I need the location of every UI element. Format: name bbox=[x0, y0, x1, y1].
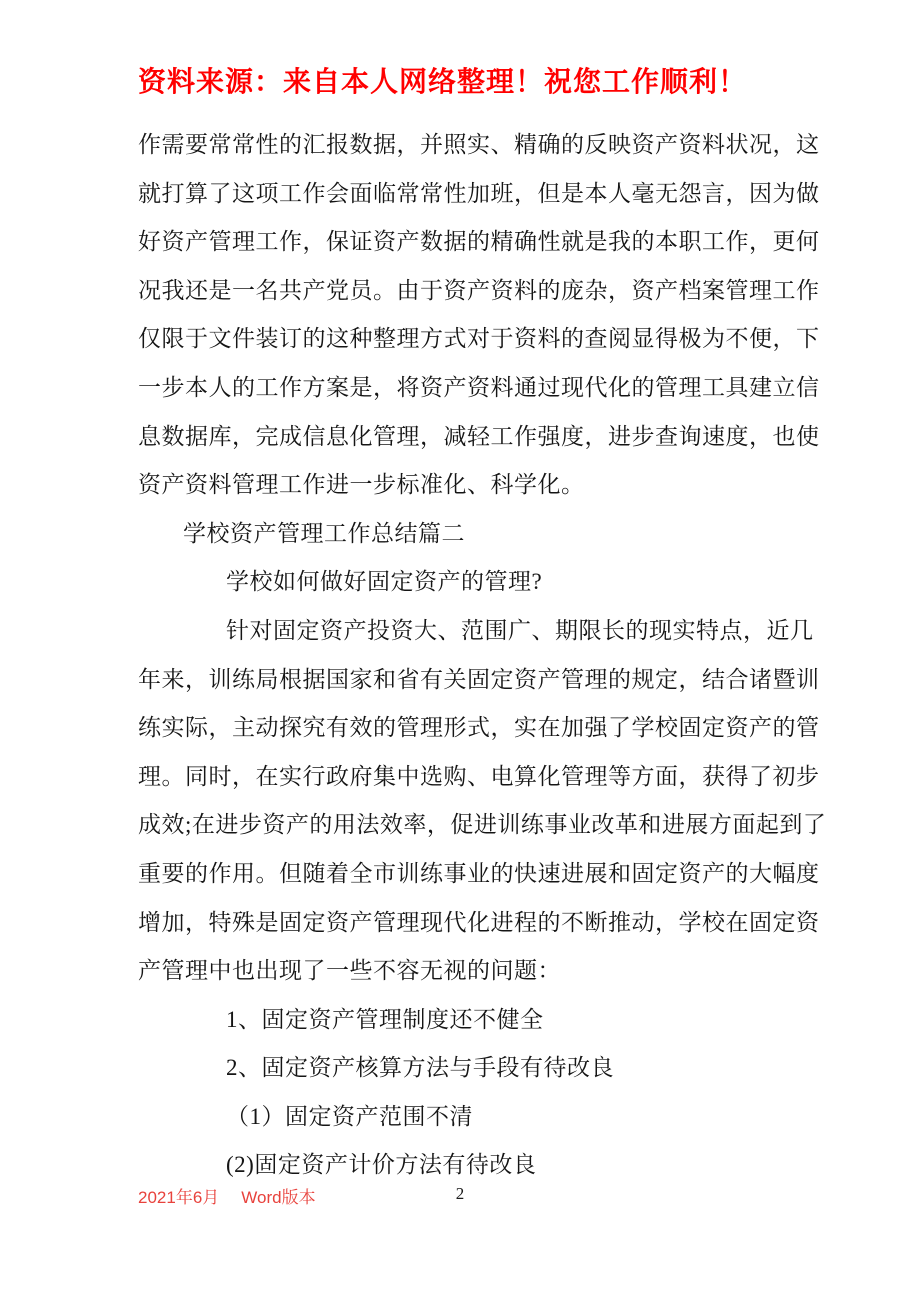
text-line: 一步本人的工作方案是，将资产资料通过现代化的管理工具建立信 bbox=[138, 374, 820, 400]
text-line: 学校资产管理工作总结篇二 bbox=[183, 520, 465, 546]
text-line: 产管理中也出现了一些不容无视的问题： bbox=[138, 958, 561, 984]
text-line: 1、固定资产管理制度还不健全 bbox=[226, 1006, 544, 1032]
text-line: 作需要常常性的汇报数据，并照实、精确的反映资产资料状况，这 bbox=[138, 132, 820, 157]
text-line: 就打算了这项工作会面临常常性加班，但是本人毫无怨言，因为做 bbox=[138, 180, 820, 206]
footer-date: 2021年6月 bbox=[138, 1188, 220, 1207]
text-line: 学校如何做好固定资产的管理? bbox=[226, 569, 543, 595]
document-footer bbox=[0, 1183, 920, 1213]
text-line: 息数据库，完成信息化管理，减轻工作强度，进步查询速度，也使 bbox=[138, 423, 820, 449]
text-line: 好资产管理工作，保证资产数据的精确性就是我的本职工作，更何 bbox=[138, 229, 820, 255]
text-line: 年来，训练局根据国家和省有关固定资产管理的规定，结合诸暨训 bbox=[138, 666, 820, 692]
text-line: 重要的作用。但随着全市训练事业的快速进展和固定资产的大幅度 bbox=[138, 860, 820, 886]
text-line: 况我还是一名共产党员。由于资产资料的庞杂，资产档案管理工作 bbox=[138, 277, 820, 303]
text-line: （1）固定资产范围不清 bbox=[226, 1103, 473, 1129]
footer-version-label: Word版本 bbox=[241, 1188, 316, 1207]
page-number: 2 bbox=[455, 1184, 465, 1203]
source-notice-heading: 资料来源：来自本人网络整理！祝您工作顺利！ bbox=[138, 67, 748, 98]
document-body bbox=[138, 121, 827, 1190]
text-line: 仅限于文件装订的这种整理方式对于资料的查阅显得极为不便，下 bbox=[138, 326, 820, 352]
text-line: 资产资料管理工作进一步标准化、科学化。 bbox=[138, 472, 585, 498]
text-line: 针对固定资产投资大、范围广、期限长的现实特点，近几 bbox=[226, 617, 814, 643]
text-line: 理。同时，在实行政府集中选购、电算化管理等方面，获得了初步 bbox=[138, 763, 820, 789]
text-line: 练实际，主动探究有效的管理形式，实在加强了学校固定资产的管 bbox=[138, 715, 820, 741]
text-line: (2)固定资产计价方法有待改良 bbox=[226, 1152, 537, 1178]
text-line: 增加，特殊是固定资产管理现代化进程的不断推动，学校在固定资 bbox=[138, 909, 820, 935]
text-line: 成效;在进步资产的用法效率，促进训练事业改革和进展方面起到了 bbox=[138, 812, 827, 838]
text-line: 2、固定资产核算方法与手段有待改良 bbox=[226, 1055, 614, 1081]
